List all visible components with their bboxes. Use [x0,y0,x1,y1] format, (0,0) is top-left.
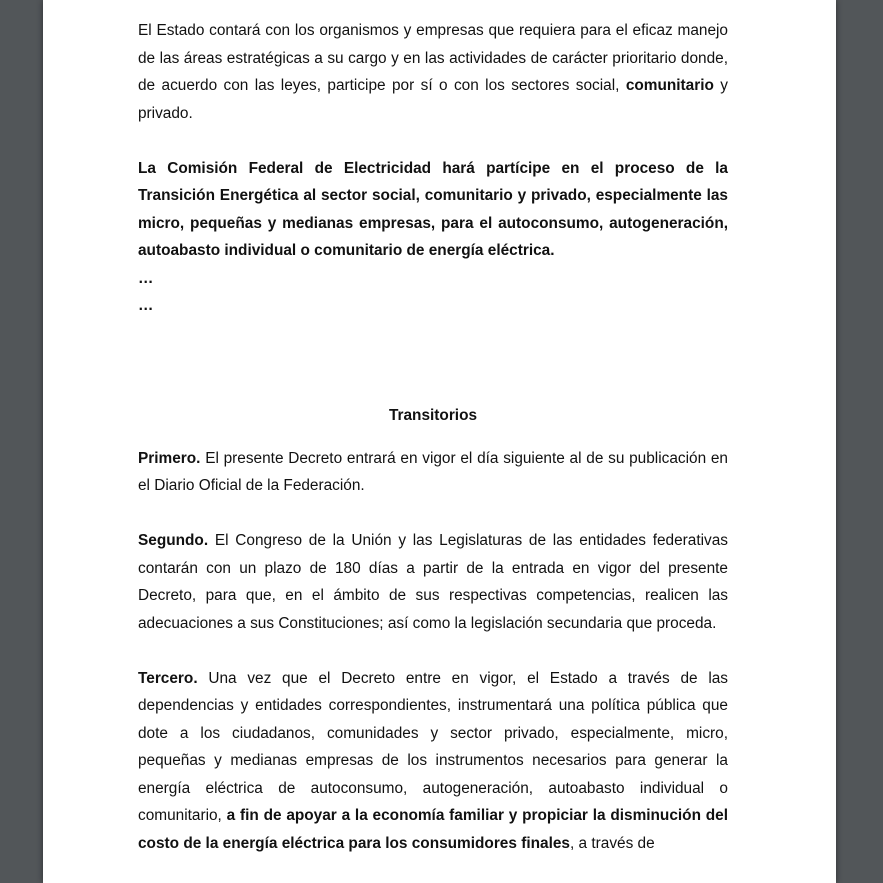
spacer [138,127,728,155]
article-tercero-label: Tercero. [138,669,198,687]
article-primero-text: El presente Decreto entrará en vigor el día siguiente al de su publicación en el Diario Oficial de la Federación. [138,449,728,494]
heading-transitorios: Transitorios [388,407,478,424]
article-segundo [138,527,728,637]
ellipsis-2: … [138,297,154,314]
paragraph-cfe: La Comisión Federal de Electricidad hará partícipe en el proceso de la Transición Energética al sector social, comunitario y privado, especialmente las micro, pequeñas y medianas empresas, para el autoconsumo, autogeneración, autoabasto individual o comunitario de energía eléctrica. [138,159,728,259]
spacer [138,637,728,665]
spacer [138,320,728,375]
document-page [43,0,836,883]
article-tercero-text: Una vez que el Decreto entre en vigor, el Estado a través de las dependencias y entidades correspondientes, instrumentará una política pública que dote a los ciudadanos, comunidades y sector privado, especialmente, micro, pequeñas y medianas empresas de los instrumentos necesarios para generar la energía eléctrica de autoconsumo, autogeneración, autoabasto individual o comunitario, [138,669,728,824]
spacer [138,430,728,445]
article-primero [138,445,728,500]
article-tercero-end: , a través de [569,834,655,852]
article-tercero [138,665,728,858]
spacer [138,375,728,403]
spacer [138,500,728,528]
article-tercero-bold: a fin de apoyar a la economía familiar y propiciar la disminución del costo de la energía eléctrica para los consumidores finales [138,807,728,852]
paragraph-estado-bold: comunitario [625,77,714,94]
paragraph-estado-text: El Estado contará con los organismos y empresas que requiera para el eficaz manejo de las áreas estratégicas a su cargo y en las actividades de carácter prioritario donde, de acuerdo con las leyes, participe por sí o con los sectores social, [138,22,728,94]
page-content [138,17,728,857]
ellipsis-1: … [138,269,154,287]
article-segundo-label: Segundo. [138,532,209,549]
article-segundo-text: El Congreso de la Unión y las Legislaturas de las entidades federativas contarán con un plazo de 180 días a partir de la entrada en vigor del presente Decreto, para que, en el ámbito de sus respectivas competencias, realicen las adecuaciones a sus Constituciones; así como la legislación secundaria que proceda. [138,532,728,632]
paragraph-estado [138,17,728,127]
article-primero-label: Primero. [138,449,201,467]
paragraph-estado-end: y privado. [138,77,728,122]
